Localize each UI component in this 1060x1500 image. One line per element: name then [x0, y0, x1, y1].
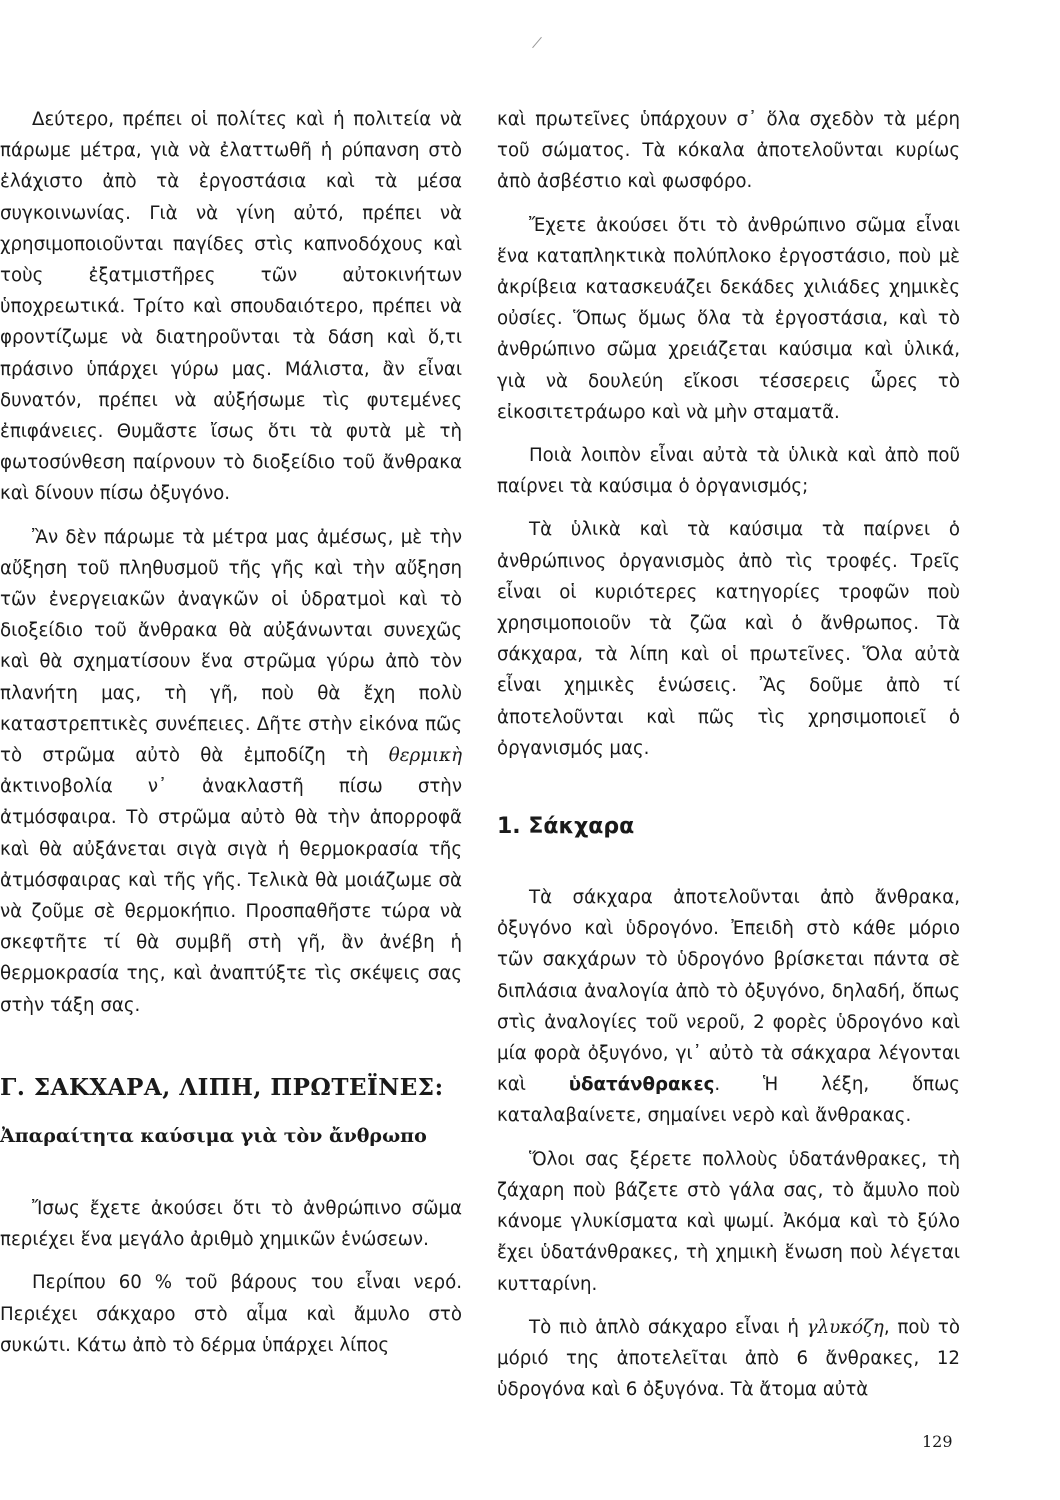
right-paragraph-1: καὶ πρωτεῖνες ὑπάρχουν σ᾽ ὅλα σχεδὸν τὰ μέρη τοῦ σώματος. Τὰ κόκαλα ἀποτελοῦνται κυρίως ἀπὸ ἀσβέστιο καὶ φωσφόρο.: [497, 109, 960, 193]
chapter-heading: Γ. ΣΑΚΧΑΡΑ, ΛΙΠΗ, ΠΡΩΤΕΪΝΕΣ:: [0, 1073, 444, 1101]
emphasis-thermal: θερμικὴ: [388, 745, 462, 767]
right-paragraph-3: Ποιὰ λοιπὸν εἶναι αὐτὰ τὰ ὑλικὰ καὶ ἀπὸ ποῦ παίρνει τὰ καύσιμα ὁ ὀργανισμός;: [497, 445, 960, 498]
left-paragraph-2-end: ἀκτινοβολία ν᾽ ἀνακλαστῆ πίσω στὴν ἀτμόσφαιρα. Τὸ στρῶμα αὐτὸ θὰ τὴν ἀπορροφᾶ καὶ θὰ αὐξάνεται σιγὰ σιγὰ ἡ θερμοκρασία τῆς ἀτμόσφαιρας καὶ τῆς γῆς. Τελικὰ θὰ μοιάζωμε σὰ νὰ ζοῦμε σὲ θερμοκήπιο. Προσπαθῆστε τώρα νὰ σκεφτῆτε τί θὰ συμβῆ στὴ γῆ, ἂν ἀνέβη ἡ θερμοκρασία της, καὶ ἀναπτύξτε τὶς σκέψεις σας στὴν τάξη σας.: [0, 776, 462, 1016]
left-column: [0, 104, 462, 1361]
right-paragraph-5-end: . Ἡ λέξη, ὅπως καταλαβαίνετε, σημαίνει νερὸ καὶ ἄνθρακας.: [497, 1074, 960, 1127]
right-paragraph-5: [497, 882, 960, 1132]
chapter-subheading: Ἀπαραίτητα καύσιμα γιὰ τὸν ἄνθρωπο: [0, 1124, 427, 1147]
right-paragraph-7: [497, 1312, 960, 1406]
right-paragraph-2: Ἔχετε ἀκούσει ὅτι τὸ ἀνθρώπινο σῶμα εἶναι ἕνα καταπληκτικὰ πολύπλοκο ἐργοστάσιο, ποὺ μὲ ἀκρίβεια κατασκευάζει δεκάδες χιλιάδες χημικὲς οὐσίες. Ὅπως ὅμως ὅλα τὰ ἐργοστάσια, καὶ τὸ ἀνθρώπινο σῶμα χρειάζεται καύσιμα καὶ ὑλικά, γιὰ νὰ δουλεύη εἴκοσι τέσσερεις ὧρες τὸ εἰκοσιτετράωρο καὶ νὰ μὴν σταματᾶ.: [497, 214, 960, 423]
left-paragraph-1: Δεύτερο, πρέπει οἱ πολίτες καὶ ἡ πολιτεία νὰ πάρωμε μέτρα, γιὰ νὰ ἐλαττωθῆ ἡ ρύπανση στὸ ἐλάχιστο ἀπὸ τὰ ἐργοστάσια καὶ τὰ μέσα συγκοινωνίας. Γιὰ νὰ γίνη αὐτό, πρέπει νὰ χρησιμοποιοῦνται παγίδες στὶς καπνοδόχους καὶ τοὺς ἐξατμιστῆρες τῶν αὐτοκινήτων ὑποχρεωτικά. Τρίτο καὶ σπουδαιότερο, πρέπει νὰ φροντίζωμε νὰ διατηροῦνται τὰ δάση καὶ ὅ,τι πράσινο ὑπάρχει γύρω μας. Μάλιστα, ἂν εἶναι δυνατόν, πρέπει νὰ αὐξήσωμε τὶς φυτεμένες ἐπιφάνειες. Θυμᾶστε ἴσως ὅτι τὰ φυτὰ μὲ τὴ φωτοσύνθεση παίρνουν τὸ διοξείδιο τοῦ ἄνθρακα καὶ δίνουν πίσω ὀξυγόνο.: [0, 109, 462, 505]
page-number: 129: [922, 1432, 953, 1451]
section-heading-sugars: 1. Σάκχαρα: [497, 814, 635, 840]
right-paragraph-7-start: Τὸ πιὸ ἁπλὸ σάκχαρο εἶναι ἡ: [529, 1316, 807, 1338]
right-paragraph-5-start: Τὰ σάκχαρα ἀποτελοῦνται ἀπὸ ἄνθρακα, ὀξυγόνο καὶ ὑδρογόνο. Ἐπειδὴ στὸ κάθε μόριο τῶν σακχάρων τὸ ὑδρογόνο βρίσκεται πάντα σὲ διπλάσια ἀναλογία ἀπὸ τὸ ὀξυγόνο, δηλαδή, ὅπως στὶς ἀναλογίες τοῦ νεροῦ, 2 φορὲς ὑδρογόνο καὶ μία φορὰ ὀξυγόνο, γι᾽ αὐτὸ τὰ σάκχαρα λέγονται καὶ: [497, 887, 960, 1096]
right-paragraph-6: Ὅλοι σας ξέρετε πολλοὺς ὑδατάνθρακες, τὴ ζάχαρη ποὺ βάζετε στὸ γάλα σας, τὸ ἄμυλο ποὺ κάνομε γλυκίσματα καὶ ψωμί. Ἀκόμα καὶ τὸ ξύλο ἔχει ὑδατάνθρακες, τὴ χημικὴ ἕνωση ποὺ λέγεται κυτταρίνη.: [497, 1148, 960, 1295]
left-paragraph-3: Ἴσως ἔχετε ἀκούσει ὅτι τὸ ἀνθρώπινο σῶμα περιέχει ἕνα μεγάλο ἀριθμὸ χημικῶν ἑνώσεων.: [0, 1197, 462, 1251]
left-paragraph-2: [0, 522, 462, 1021]
right-column: [497, 104, 960, 1405]
right-paragraph-4: Τὰ ὑλικὰ καὶ τὰ καύσιμα τὰ παίρνει ὁ ἀνθρώπινος ὀργανισμὸς ἀπὸ τὶς τροφές. Τρεῖς εἶναι οἱ κυριότερες κατηγορίες τροφῶν ποὺ χρησιμοποιοῦν τὰ ζῶα καὶ ὁ ἄνθρωπος. Τὰ σάκχαρα, τὰ λίπη καὶ οἱ πρωτεῖνες. Ὅλα αὐτὰ εἶναι χημικὲς ἑνώσεις. Ἂς δοῦμε ἀπὸ τί ἀποτελοῦνται καὶ πῶς τὶς χρησιμοποιεῖ ὁ ὀργανισμός μας.: [497, 519, 960, 759]
left-paragraph-2-start: Ἂν δὲν πάρωμε τὰ μέτρα μας ἀμέσως, μὲ τὴν αὔξηση τοῦ πληθυσμοῦ τῆς γῆς καὶ τὴν αὔξηση τῶν ἐνεργειακῶν ἀναγκῶν οἱ ὑδρατμοὶ καὶ τὸ διοξείδιο τοῦ ἄνθρακα θὰ αὐξάνωνται συνεχῶς καὶ θὰ σχηματίσουν ἕνα στρῶμα γύρω ἀπὸ τὸν πλανήτη μας, τὴ γῆ, ποὺ θὰ ἔχη πολὺ καταστρεπτικὲς συνέπειες. Δῆτε στὴν εἰκόνα πῶς τὸ στρῶμα αὐτὸ θὰ ἐμποδίζη τὴ: [0, 526, 462, 767]
scan-mark: [532, 37, 542, 48]
right-paragraph-7-end: , ποὺ τὸ μόριό της ἀποτελεῖται ἀπὸ 6 ἄνθρακες, 12 ὑδρογόνα καὶ 6 ὀξυγόνα. Τὰ ἄτομα αὐτὰ: [497, 1316, 961, 1401]
term-carbohydrates: ὑδατάνθρακες: [568, 1074, 715, 1096]
emphasis-glucose: γλυκόζη: [806, 1316, 884, 1338]
left-paragraph-4: Περίπου 60 % τοῦ βάρους του εἶναι νερό. Περιέχει σάκχαρο στὸ αἷμα καὶ ἄμυλο στὸ συκώτι. Κάτω ἀπὸ τὸ δέρμα ὑπάρχει λίπος: [0, 1272, 462, 1356]
